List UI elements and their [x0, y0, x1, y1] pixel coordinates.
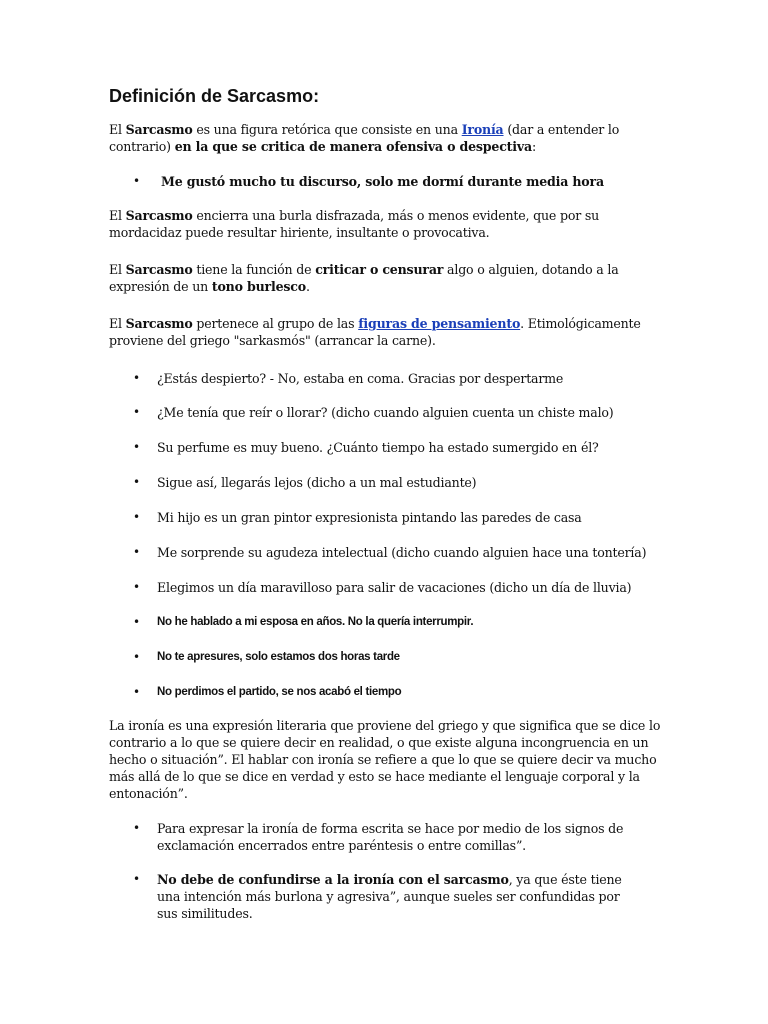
- list-item: [133, 614, 653, 631]
- paragraph-burla: [109, 207, 649, 241]
- bullet-text: ¿Me tenía que reír o llorar? (dicho cuando alguien cuenta un chiste malo): [157, 405, 614, 420]
- bullet-text: ¿Estás despierto? - No, estaba en coma. Gracias por despertarme: [157, 371, 564, 386]
- list-item: [133, 649, 653, 666]
- bullet-icon: •: [133, 872, 140, 886]
- text: es una figura retórica que consiste en una: [192, 122, 462, 137]
- text: encierra una burla disfrazada, más o menos evidente, que por su mordacidaz puede resultar hiriente, insultante o provocativa.: [109, 208, 600, 240]
- text: . Etimológicamente proviene del griego "sarkasmós" (arrancar la carne).: [109, 316, 641, 348]
- bullet-text: Su perfume es muy bueno. ¿Cuánto tiempo ha estado sumergido en él?: [157, 440, 599, 455]
- bold-term: Sarcasmo: [125, 122, 193, 137]
- bold-term: Sarcasmo: [125, 262, 193, 277]
- bold-phrase: No debe de confundirse a la ironía con el sarcasmo: [157, 872, 509, 887]
- text: pertenece al grupo de las: [192, 316, 359, 331]
- text: (dar a entender lo contrario): [109, 122, 620, 154]
- paragraph-ironia: La ironía es una expresión literaria que proviene del griego y que significa que se dice lo contrario a lo que se quiere decir en realidad, o que existe alguna incongruencia en un hecho o situación”. El hablar con ironía se refiere a que lo que se quiere decir va mucho más allá de lo que se dice en verdad y esto se hace mediante el lenguaje corporal y la entonación”.: [109, 718, 661, 801]
- figuras-link[interactable]: figuras de pensamiento: [358, 316, 521, 331]
- bold-phrase: tono burlesco: [211, 279, 306, 294]
- list-item: [133, 474, 653, 491]
- text: tiene la función de: [192, 262, 316, 277]
- list-item: [133, 404, 653, 421]
- list-item: [133, 439, 653, 456]
- bold-phrase: criticar o censurar: [315, 262, 444, 277]
- bullet-text: Me sorprende su agudeza intelectual (dicho cuando alguien hace una tontería): [157, 545, 647, 560]
- bullet-text: Para expresar la ironía de forma escrita se hace por medio de los signos de exclamación encerrados entre paréntesis o entre comillas”.: [157, 821, 624, 853]
- bullet-icon: •: [133, 440, 140, 454]
- text: El: [109, 208, 126, 223]
- bullet-icon: •: [133, 174, 140, 188]
- text: El: [109, 122, 126, 137]
- bullet-icon: •: [133, 615, 140, 629]
- list-item: [133, 820, 633, 854]
- text: , ya que éste tiene una intención más burlona y agresiva”, aunque sueles ser confundidas por sus similitudes.: [157, 872, 622, 921]
- bullet-text: No he hablado a mi esposa en años. No la quería interrumpir.: [157, 616, 474, 628]
- text: El: [109, 316, 126, 331]
- text: El: [109, 262, 126, 277]
- bullet-text: Mi hijo es un gran pintor expresionista pintando las paredes de casa: [157, 510, 582, 525]
- bullet-icon: •: [133, 475, 140, 489]
- bullet-icon: •: [133, 650, 140, 664]
- bullet-text: [157, 871, 633, 922]
- bullet-text: Me gustó mucho tu discurso, solo me dormí durante media hora: [161, 174, 604, 189]
- bullet-icon: •: [133, 405, 140, 419]
- paragraph-definition: [109, 121, 649, 155]
- text: .: [305, 279, 310, 294]
- paragraph-funcion: [109, 261, 649, 295]
- list-item: [133, 509, 653, 526]
- bullet-text: No perdimos el partido, se nos acabó el tiempo: [157, 686, 402, 698]
- bullet-icon: •: [133, 821, 140, 835]
- list-item: [133, 579, 653, 596]
- bullet-icon: •: [133, 510, 140, 524]
- list-item: [133, 544, 653, 561]
- list-item: [133, 871, 633, 922]
- bullet-icon: •: [133, 545, 140, 559]
- ironia-link[interactable]: Ironía: [461, 122, 504, 137]
- bullet-icon: •: [133, 685, 140, 699]
- bold-term: Sarcasmo: [125, 208, 193, 223]
- paragraph-grupo: [109, 315, 649, 349]
- bullet-icon: •: [133, 580, 140, 594]
- list-item: [133, 370, 653, 387]
- bullet-text: Sigue así, llegarás lejos (dicho a un mal estudiante): [157, 475, 477, 490]
- list-item: [133, 173, 653, 190]
- bullet-text: No te apresures, solo estamos dos horas tarde: [157, 651, 400, 663]
- bold-phrase: en la que se critica de manera ofensiva o despectiva: [174, 139, 532, 154]
- text: algo o alguien, dotando a la expresión de un: [109, 262, 619, 294]
- page-title: Definición de Sarcasmo:: [109, 86, 320, 106]
- bold-term: Sarcasmo: [125, 316, 193, 331]
- text: :: [531, 139, 536, 154]
- list-item: [133, 684, 653, 701]
- bullet-icon: •: [133, 371, 140, 385]
- bullet-text: Elegimos un día maravilloso para salir de vacaciones (dicho un día de lluvia): [157, 580, 632, 595]
